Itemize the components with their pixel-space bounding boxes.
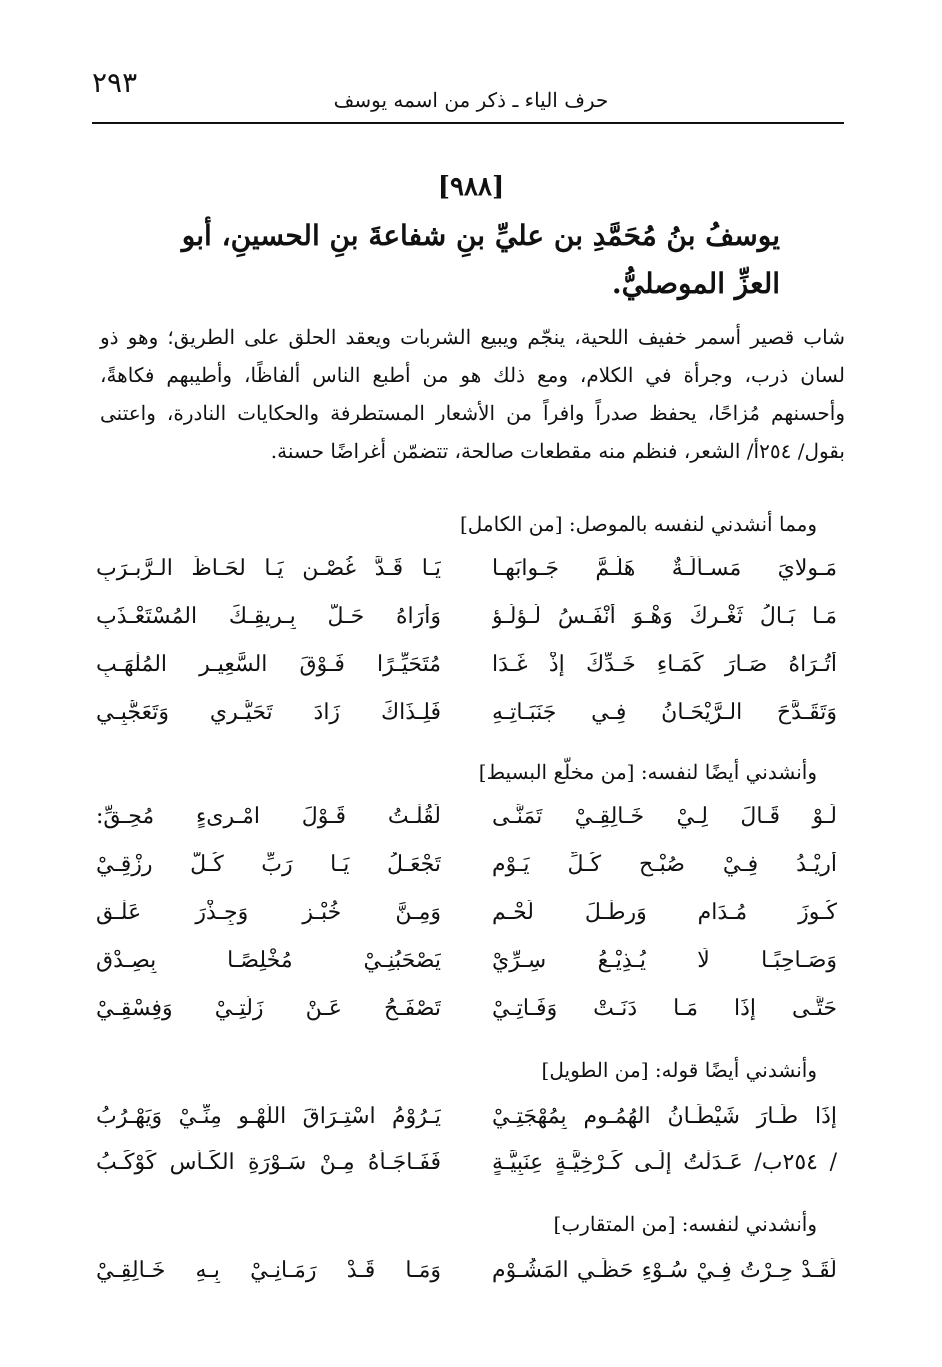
verse-line: [0, 556, 942, 596]
verse-second-hemistich: فَفَـاجَـأَهُ مِـنْ سَـوْرَةِ الكَـأسِ كَوْكَـبُ: [96, 1150, 441, 1175]
verse-first-hemistich: مَـا بَـالُ ثَغْـرِكَ وَهْـوَ أنْفَـسُ لُـؤلُـؤٍ: [492, 604, 837, 629]
verse-line: [0, 1104, 942, 1144]
verse-line: [0, 948, 942, 988]
verse-first-hemistich: لَـوْ قَـالَ لِـيْ خَـالِقِـيْ تَمَنَّـى: [492, 804, 837, 829]
verse-second-hemistich: لَقُلْـتُ قَـوْلَ امْـرِىءٍ مُحِـقِّ:: [96, 804, 441, 829]
verse-line: [0, 700, 942, 740]
verse-first-hemistich: أتُـرَاهُ صَـارَ كَمَـاءِ خَـدِّكَ إذْ غَـدَا: [492, 652, 837, 677]
verse-second-hemistich: تَجْعَـلُ يَـا رَبِّ كُـلَّ رِزْقِـيْ: [96, 852, 441, 877]
biography-paragraph: [100, 318, 845, 470]
entry-number: [٩٨٨]: [437, 172, 505, 202]
poem-intro: وأنشدني أيضًا قوله: [من الطويل]: [541, 1058, 817, 1082]
verse-second-hemistich: وَمَـا قَـدْ رَمَـانِـيْ بِـهِ خَـالِقِـيْ: [96, 1258, 441, 1283]
verse-second-hemistich: يَصْحَبُنِـيْ مُخْلِصًـا بِصِـدْقِ: [96, 948, 441, 973]
verse-line: [0, 996, 942, 1036]
poem-intro: وأنشدني أيضًا لنفسه: [من مخلّع البسيط]: [478, 760, 817, 784]
verse-first-hemistich: مَـولايَ مَسـألَـةٌ هَلُـمَّ جَـوابَهـا: [492, 556, 837, 581]
verse-first-hemistich: وَتَقَـدَّحَ الـرَّيْحَـانُ فِـي جَنَبَـاتِـهِ: [492, 700, 837, 725]
verse-line: [0, 900, 942, 940]
running-header: حرف الياء ـ ذكر من اسمه يوسف: [333, 88, 609, 112]
verse-first-hemistich: إذَا طَـارَ شَيْطَـانُ الهُمُـومِ بِمُهْجَتِـيْ: [492, 1104, 837, 1129]
entry-title: يوسفُ بنُ مُحَمَّدِ بن عليِّ بنِ شفاعةَ بنِ الحسينِ، أبو العزِّ الموصليُّ.: [181, 219, 780, 300]
verse-line: [0, 1258, 942, 1298]
verse-line: [0, 1150, 942, 1190]
verse-first-hemistich: وَصَـاحِبًـا لَا يُـذِيْـعُ سِـرِّيْ: [492, 948, 837, 973]
poem-intro: ومما أنشدني لنفسه بالموصل: [من الكامل]: [459, 512, 817, 536]
verse-second-hemistich: وَأَرَاهُ حَـلَّ بِـرِيقِـكَ المُسْتَعْـذَبِ: [96, 604, 441, 629]
verse-line: [0, 652, 942, 692]
verse-second-hemistich: فَلِـذَاكَ زَادَ تَحَيُّـرِي وَتَعَجُّبِـي: [96, 700, 441, 725]
header-rule: [92, 122, 844, 124]
verse-line: [0, 804, 942, 844]
poem-intro: وأنشدني لنفسه: [من المتقارب]: [553, 1212, 817, 1236]
verse-second-hemistich: مُتَحَيِّـرًا فَـوْقَ السَّعِيـرِ المُلْهَـبِ: [96, 652, 441, 677]
verse-first-hemistich: / ٢٥٤ب/ عَـدَلْتُ إلَـى كَـرْخِيَّـةٍ عِنَبِيَّـةٍ: [492, 1150, 837, 1175]
biography-text: شاب قصير أسمر خفيف اللحية، ينجّم ويبيع الشربات ويعقد الحلق على الطريق؛ وهو ذو لسان ذرب، وجرأة في الكلام، ومع ذلك هو من أطبع الناس ألفاظًا، وأطيبهم فكاهةً، وأحسنهم مُزاحًا، يحفظ صدراً وافراً من الأشعار المستطرفة والحكايات النادرة، واعتنى بقول/ ٢٥٤أ/ الشعر، فنظم منه مقطعات صالحة، تتضمّن أغراضًا حسنة.: [100, 325, 845, 463]
verse-first-hemistich: لَقَـدْ حِـرْتُ فِـيْ سُـوْءِ حَظِّـي المَشُـوْمِ: [492, 1258, 837, 1283]
verse-second-hemistich: يَـرُوْمُ اسْتِـرَاقَ اللَّهْـوِ مِنِّـيْ وَيَهْـرُبُ: [96, 1104, 441, 1129]
verse-first-hemistich: كُـوزَ مُـدَامٍ وَرِطْـلَ لَحْـمٍ: [492, 900, 837, 925]
verse-line: [0, 604, 942, 644]
verse-second-hemistich: وَمِـنَّ خُبْـزٍ وَجِـذْرَ عَلْـقِ: [96, 900, 441, 925]
verse-second-hemistich: يَـا قَـدَّ غُصْـنٍ يَـا لحَـاظَ الـرَّبـرَبِ: [96, 556, 441, 581]
verse-first-hemistich: حَتَّـى إذَا مَـا دَنَـتْ وَفَـاتِـيْ: [492, 996, 837, 1021]
verse-second-hemistich: تَصْفَـحُ عَـنْ زَلَّتِـيْ وَفِسْقِـيْ: [96, 996, 441, 1021]
verse-line: [0, 852, 942, 892]
verse-first-hemistich: أُرِيْـدُ فِـيْ صُبْـحِ كُـلِّ يَـوْمٍ: [492, 852, 837, 877]
page-number: ٢٩٣: [92, 66, 138, 99]
